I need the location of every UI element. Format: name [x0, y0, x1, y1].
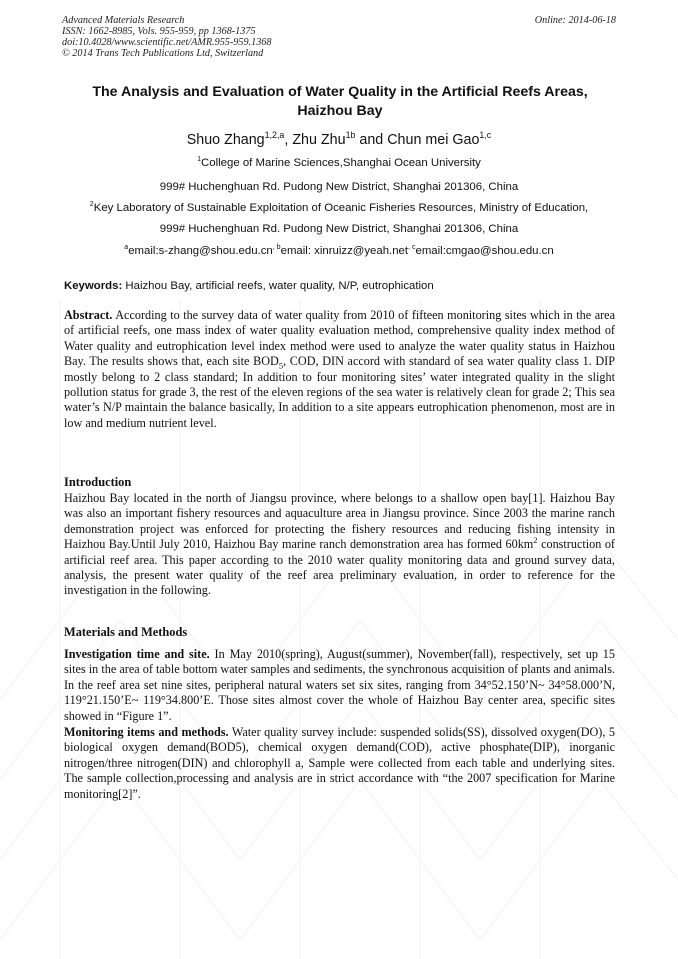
- introduction-superscript: 2: [533, 535, 538, 546]
- journal-issn: ISSN: 1662-8985, Vols. 955-959, pp 1368-1375: [62, 26, 256, 37]
- keywords-text: Haizhou Bay, artificial reefs, water quality, N/P, eutrophication: [122, 280, 434, 292]
- affil-name: College of Marine Sciences,Shanghai Ocean University: [201, 157, 481, 169]
- author-affil-mark: 1,2,a: [264, 130, 285, 141]
- methods-investigation: [64, 647, 615, 724]
- abstract-text: , COD, DIN accord with standard of sea water quality class 1. DIP mostly belong to 2 class standard; In addition to four monitoring sites’ water integrated quality in the slight pollution status for grade 3, the rest of the eleven regions of the sea water is relatively clean for grade 2; This sea water’s N/P maintain the balance basically, In addition to a site appears eutrophication phenomenon, most are in low and medium nutrient level.: [64, 354, 616, 430]
- author-separator: ,: [284, 132, 293, 148]
- introduction-paragraph: [64, 491, 615, 599]
- section-heading-introduction: Introduction: [64, 475, 132, 489]
- email-list: [0, 244, 678, 258]
- affil-mark: 1: [197, 156, 202, 164]
- affiliation-1: [0, 156, 678, 170]
- journal-name: Advanced Materials Research: [62, 15, 185, 26]
- monitoring-text: Water quality survey include: suspended solids(SS), dissolved oxygen(DO), 5 biological oxygen demand(BOD5), chemical oxygen demand(COD), active phosphate(DIP), inorganic nitrogen/three nitrogen(DIN) and chlorophyll a, Sample were collected from each table and underlying sites. The sample collection,processing and analysis are in strict accordance with “the 2007 specification for Marine monitoring[2]”.: [64, 725, 615, 801]
- affil-mark: 2: [89, 201, 94, 209]
- keywords: [64, 279, 624, 293]
- abstract-label: Abstract.: [64, 308, 113, 322]
- abstract: [64, 308, 615, 431]
- email-mark: , b: [272, 244, 281, 252]
- email-address[interactable]: email:cmgao@shou.edu.cn: [415, 245, 554, 257]
- email-address[interactable]: email: xinruizz@yeah.net: [280, 245, 409, 257]
- author-affil-mark: 1b: [345, 130, 356, 141]
- online-date: Online: 2014-06-18: [534, 15, 616, 26]
- author-list: [0, 131, 678, 149]
- author-name: Zhu Zhu: [292, 132, 346, 148]
- investigation-text: In May 2010(spring), August(summer), November(fall), respectively, set up 15 sites in the area of table bottom water samples and sediments, the synchronous acquisition of plants and animals. In the reef area set nine sites, peripheral natural waters set six sites, ranging from 34°52.150’N~ 34°58.000’N, 119°21.150’E~ 119°34.800’E. Those sites almost cover the whole of Haizhou Bay center area, specific sites showed in “Figure 1”.: [64, 647, 615, 723]
- author-name: Shuo Zhang: [186, 132, 265, 148]
- affiliation-2: [0, 201, 678, 215]
- affiliation-2-address: 999# Huchenghuan Rd. Pudong New District, Shanghai 201306, China: [159, 223, 519, 235]
- investigation-label: Investigation time and site.: [64, 647, 210, 661]
- keywords-label: Keywords:: [64, 280, 123, 292]
- journal-doi: doi:10.4028/www.scientific.net/AMR.955-959.1368: [62, 37, 272, 48]
- journal-copyright: © 2014 Trans Tech Publications Ltd, Switzerland: [62, 48, 264, 59]
- author-separator: and: [355, 132, 388, 148]
- abstract-text: According to the survey data of water quality from 2010 of fifteen monitoring sites which in the area of artificial reefs, one mass index of water quality evaluation method, comprehensive quality index method of Water quality and eutrophication level index method were used to analyze the water quality status in Haizhou Bay. The results shows that, each site BOD: [64, 308, 615, 369]
- monitoring-label: Monitoring items and methods.: [64, 725, 229, 739]
- email-mark: a: [124, 244, 129, 252]
- section-heading-methods: Materials and Methods: [64, 625, 188, 639]
- abstract-subscript: 5: [278, 360, 284, 371]
- affiliation-1-address: 999# Huchenghuan Rd. Pudong New District, Shanghai 201306, China: [159, 181, 519, 193]
- affil-name: Key Laboratory of Sustainable Exploitation of Oceanic Fisheries Resources, Ministry of Education,: [93, 202, 589, 214]
- author-affil-mark: 1,c: [479, 130, 492, 141]
- introduction-text: Haizhou Bay located in the north of Jiangsu province, where belongs to a shallow open bay[1]. Haizhou Bay was also an important fishery resources and aquaculture area in Jiangsu province. Since 2003 the marine ranch demonstration project was enforced for protecting the fishery resources and reducing fishing intensity in Haizhou Bay.Until July 2010, Haizhou Bay marine ranch demonstration area has formed 60km: [64, 491, 615, 552]
- introduction-text: construction of artificial reef area. This paper according to the 2010 water quality monitoring data and ground survey data, analysis, the present water quality of the reef area preliminary evaluation, in order to reference for the investigation in the following.: [64, 537, 615, 598]
- email-address[interactable]: email:s-zhang@shou.edu.cn: [128, 245, 273, 257]
- paper-title: The Analysis and Evaluation of Water Quality in the Artificial Reefs Areas, Haizhou Bay: [92, 84, 588, 119]
- methods-monitoring: [64, 725, 615, 802]
- author-name: Chun mei Gao: [387, 132, 480, 148]
- email-mark: , c: [408, 244, 416, 252]
- journal-header: [62, 15, 616, 59]
